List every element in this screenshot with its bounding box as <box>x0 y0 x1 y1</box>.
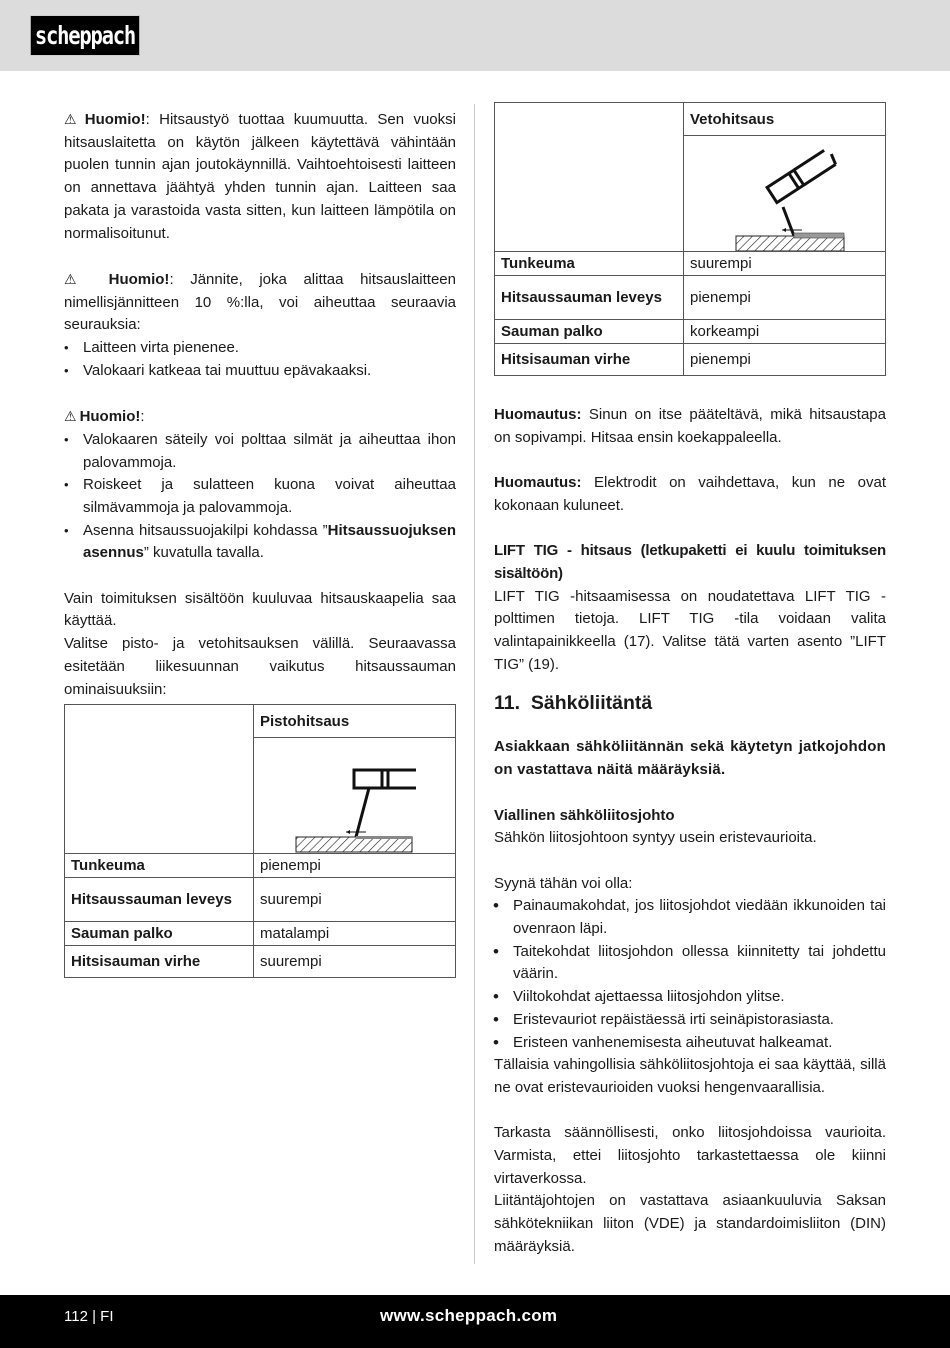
note-method-choice: Huomautus: Sinun on itse pääteltävä, mikä hitsaustapa on sopivampi. Hitsaa ensin koekappaleella. <box>494 406 886 446</box>
list-item: • Eristevauriot repäistäessä irti seinäpistorasiasta. <box>494 1009 886 1032</box>
standards-text: Liitäntäjohtojen on vastattava asiaankuuluvia Saksan sähkötekniikan liiton (VDE) ja standardoimisliiton (DIN) määräyksiä. <box>494 1192 886 1255</box>
row-value: suurempi <box>254 946 456 978</box>
row-value: suurempi <box>254 878 456 922</box>
warning-triangle-icon: ⚠ <box>64 408 77 425</box>
section-intro: Asiakkaan sähköliitännän sekä käytetyn jatkojohdon on vastattava näitä määräyksiä. <box>494 738 886 779</box>
list-item: • Taitekohdat liitosjohdon ollessa kiinnitetty tai johdettu väärin. <box>494 941 886 986</box>
row-label: Hitsisauman virhe <box>65 946 254 978</box>
row-value: korkeampi <box>684 320 886 344</box>
warning-triangle-icon: ⚠ <box>64 111 82 127</box>
list-item: • Viiltokohdat ajettaessa liitosjohdon ylitse. <box>494 986 886 1009</box>
page-header <box>0 0 950 71</box>
row-value: pienempi <box>684 344 886 376</box>
lift-tig-heading: LIFT TIG - hitsaus (letkupaketti ei kuulu toimituksen sisältöön) <box>494 542 886 582</box>
website-link[interactable]: www.scheppach.com <box>380 1306 558 1325</box>
causes-list <box>494 895 886 1054</box>
table-header-vetohitsaus: Vetohitsaus <box>684 103 886 136</box>
list-item: • Valokaari katkeaa tai muuttuu epävakaaksi. <box>64 360 456 383</box>
pull-welding-table <box>494 102 886 376</box>
inspection-text: Tarkasta säännöllisesti, onko liitosjohdoissa vaurioita. Varmista, ettei liitosjohto tarkastettaessa ole kiinni virtaverkossa. <box>494 1124 886 1187</box>
row-label: Hitsaussauman leveys <box>65 878 254 922</box>
voltage-effects-list <box>64 337 456 382</box>
warning-note-2: ⚠ Huomio!: Jännite, joka alittaa hitsauslaitteen nimellisjännitteen 10 %:lla, voi aiheuttaa seuraavia seurauksia: <box>64 270 456 334</box>
list-item: • Painaumakohdat, jos liitosjohdot viedään ikkunoiden tai ovenraon läpi. <box>494 895 886 940</box>
page-footer <box>0 1295 950 1348</box>
row-label: Sauman palko <box>65 922 254 946</box>
list-item: • Valokaaren säteily voi polttaa silmät ja aiheuttaa ihon palovammoja. <box>64 429 456 474</box>
left-column <box>64 108 456 978</box>
subsection-heading: Viallinen sähköliitosjohto <box>494 806 675 824</box>
arc-hazards-list <box>64 429 456 565</box>
row-label: Sauman palko <box>495 320 684 344</box>
row-label: Tunkeuma <box>495 252 684 276</box>
push-welding-table <box>64 704 456 978</box>
row-value: pienempi <box>254 854 456 878</box>
welding-direction-intro: Valitse pisto- ja vetohitsauksen välillä. Seuraavassa esitetään liikesuunnan vaikutus hitsaussauman ominaisuuksiin: <box>64 635 456 698</box>
right-column <box>494 102 886 1259</box>
list-item: • Asenna hitsaussuojakilpi kohdassa ”Hitsaussuojuksen asennus” kuvatulla tavalla. <box>64 520 456 565</box>
row-value: matalampi <box>254 922 456 946</box>
section-title: 11. Sähköliitäntä <box>494 692 653 715</box>
scheppach-logo: scheppach <box>30 15 140 56</box>
pull-welding-diagram <box>684 136 886 252</box>
column-divider <box>474 104 475 1264</box>
page-number: 112 | FI <box>64 1308 114 1325</box>
warning-note-3: ⚠ Huomio!: <box>64 408 145 426</box>
row-value: pienempi <box>684 276 886 320</box>
warning-triangle-icon: ⚠ <box>64 270 89 287</box>
row-label: Hitsaussauman leveys <box>495 276 684 320</box>
row-label: Tunkeuma <box>65 854 254 878</box>
cable-note: Vain toimituksen sisältöön kuuluvaa hitsauskaapelia saa käyttää. <box>64 589 456 630</box>
list-item: • Laitteen virta pienenee. <box>64 337 456 360</box>
subsection-text: Sähkön liitosjohtoon syntyy usein eristevaurioita. <box>494 829 817 847</box>
warning-note-1: ⚠ Huomio!: Hitsaustyö tuottaa kuumuutta. Sen vuoksi hitsauslaitetta on käytön jälkeen käytettävä vähintään puolen tunnin ajan joutokäynnillä. Vaihtoehtoisesti laitteen on annettava jäähtyä yhden tunnin ajan. Laitteen saa pakata ja varastoida vasta sitten, kun laitteen lämpötila on normalisoitunut. <box>64 111 456 242</box>
list-item: • Eristeen vanhenemisesta aiheutuvat halkeamat. <box>494 1032 886 1055</box>
note-electrodes: Huomautus: Elektrodit on vaihdettava, kun ne ovat kokonaan kuluneet. <box>494 474 886 514</box>
causes-intro: Syynä tähän voi olla: <box>494 874 633 892</box>
list-item: • Roiskeet ja sulatteen kuona voivat aiheuttaa silmävammoja ja palovammoja. <box>64 474 456 519</box>
row-value: suurempi <box>684 252 886 276</box>
danger-text: Tällaisia vahingollisia sähköliitosjohtoja ei saa käyttää, sillä ne ovat eristevaurioiden vuoksi hengenvaarallisia. <box>494 1056 886 1096</box>
row-label: Hitsisauman virhe <box>495 344 684 376</box>
table-header-pistohitsaus: Pistohitsaus <box>254 705 456 738</box>
push-welding-diagram <box>254 738 456 854</box>
lift-tig-text: LIFT TIG -hitsaamisessa on noudatettava LIFT TIG -polttimen tietoja. LIFT TIG -tila voidaan valita valintapainikkeella (17). Valitse tätä varten asento ”LIFT TIG” (19). <box>494 587 886 673</box>
